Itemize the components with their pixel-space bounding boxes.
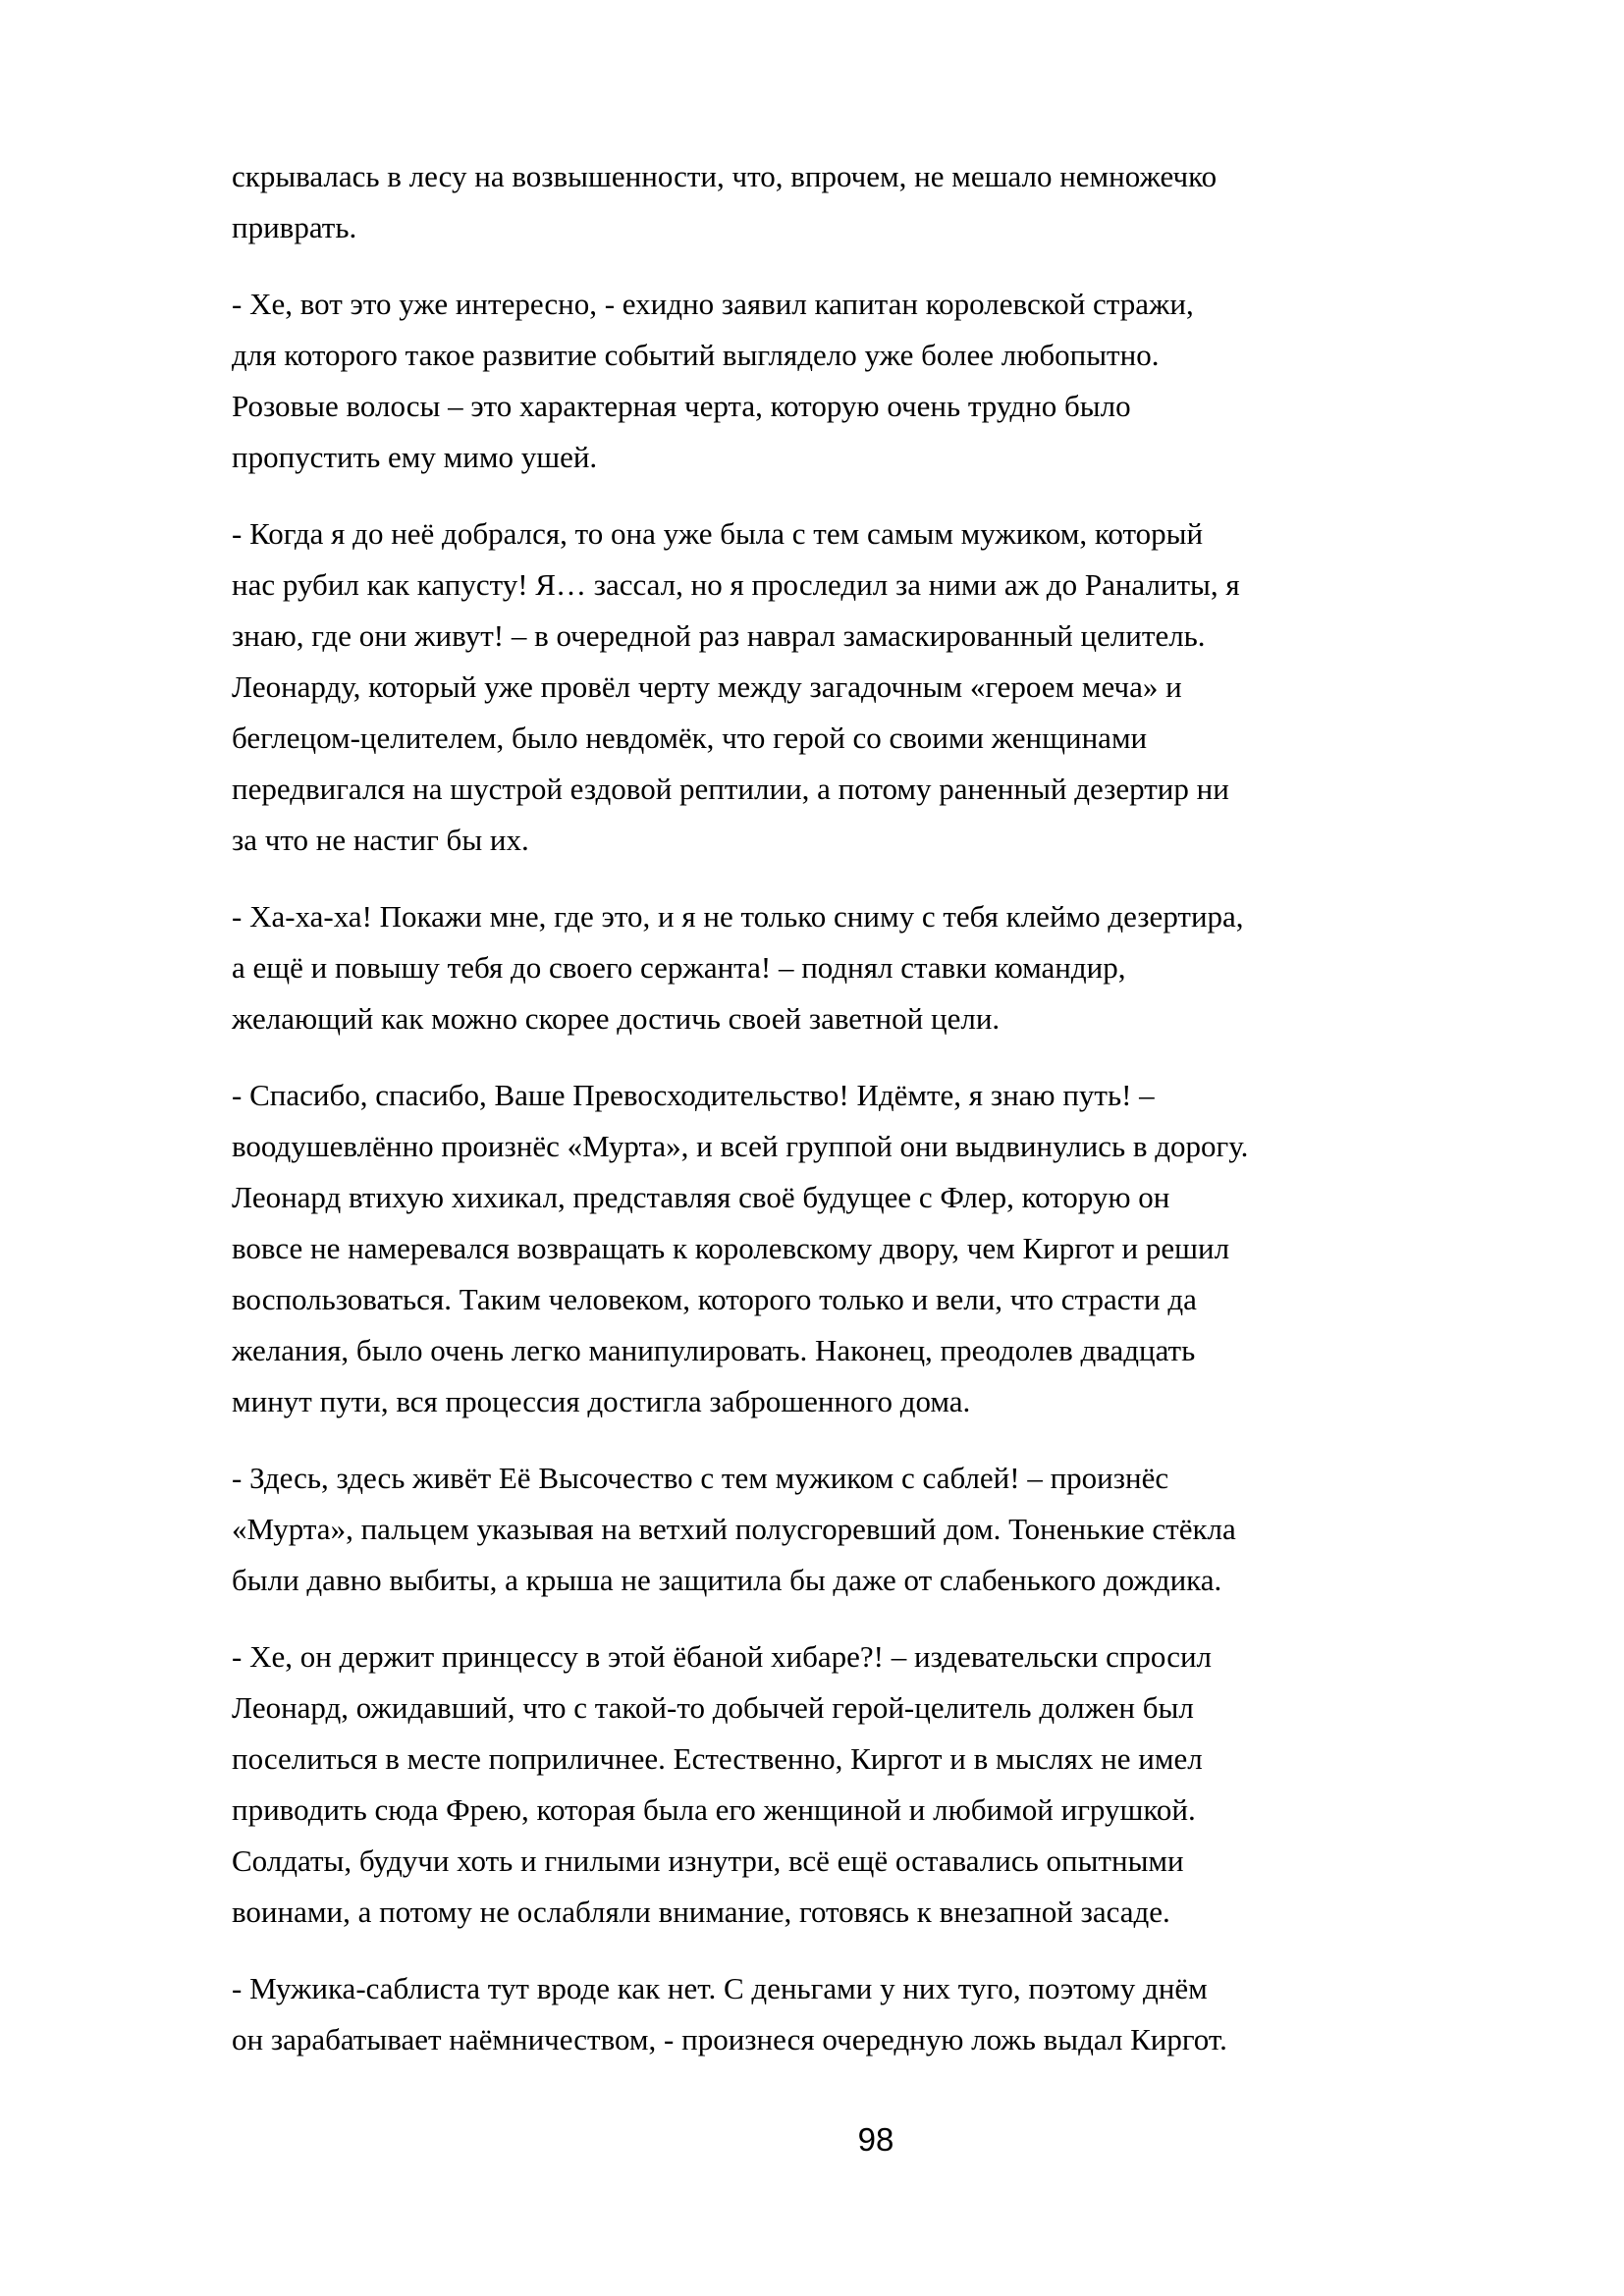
- body-paragraph: - Хе, вот это уже интересно, - ехидно заявил капитан королевской стражи, для которого такое развитие событий выглядело уже более любопытно. Розовые волосы – это характерная черта, которую очень трудно было пропустить ему мимо ушей.: [232, 287, 1194, 474]
- body-paragraph: - Хе, он держит принцессу в этой ёбаной хибаре?! – издевательски спросил Леонард, ожидавший, что с такой-то добычей герой-целитель должен был поселиться в месте поприличнее. Естественно, Киргот и в мыслях не имел приводить сюда Фрею, которая была его женщиной и любимой игрушкой. Солдаты, будучи хоть и гнилыми изнутри, всё ещё оставались опытными воинами, а потому не ослабляли внимание, готовясь к внезапной засаде.: [232, 1639, 1213, 1929]
- body-paragraph: - Ха-ха-ха! Покажи мне, где это, и я не только сниму с тебя клеймо дезертира, а ещё и повышу тебя до своего сержанта! – поднял ставки командир, желающий как можно скорее достичь своей заветной цели.: [232, 899, 1244, 1036]
- body-paragraph: - Здесь, здесь живёт Её Высочество с тем мужиком с саблей! – произнёс «Мурта», пальцем указывая на ветхий полусгоревший дом. Тоненькие стёкла были давно выбиты, а крыша не защитила бы даже от слабенького дождика.: [232, 1461, 1236, 1597]
- page-number: 98: [857, 2121, 894, 2158]
- text-column: [232, 151, 1520, 2065]
- body-paragraph: скрывалась в лесу на возвышенности, что, впрочем, не мешало немножечко приврать.: [232, 159, 1218, 244]
- body-paragraph: - Мужика-саблиста тут вроде как нет. С деньгами у них туго, поэтому днём он зарабатывает наёмничеством, - произнеся очередную ложь выдал Киргот.: [232, 1971, 1227, 2056]
- body-paragraph: - Когда я до неё добрался, то она уже была с тем самым мужиком, который нас рубил как капусту! Я… зассал, но я проследил за ними аж до Раналиты, я знаю, где они живут! – в очередной раз наврал замаскированный целитель. Леонарду, который уже провёл черту между загадочным «героем меча» и беглецом-целителем, было невдомёк, что герой со своими женщинами передвигался на шустрой ездовой рептилии, а потому раненный дезертир ни за что не настиг бы их.: [232, 516, 1240, 857]
- body-paragraph: - Спасибо, спасибо, Ваше Превосходительство! Идёмте, я знаю путь! – воодушевлённо произнёс «Мурта», и всей группой они выдвинулись в дорогу. Леонард втихую хихикал, представляя своё будущее с Флер, которую он вовсе не намеревался возвращать к королевскому двору, чем Киргот и решил воспользоваться. Таким человеком, которого только и вели, что страсти да желания, было очень легко манипулировать. Наконец, преодолев двадцать минут пути, вся процессия достигла заброшенного дома.: [232, 1078, 1249, 1418]
